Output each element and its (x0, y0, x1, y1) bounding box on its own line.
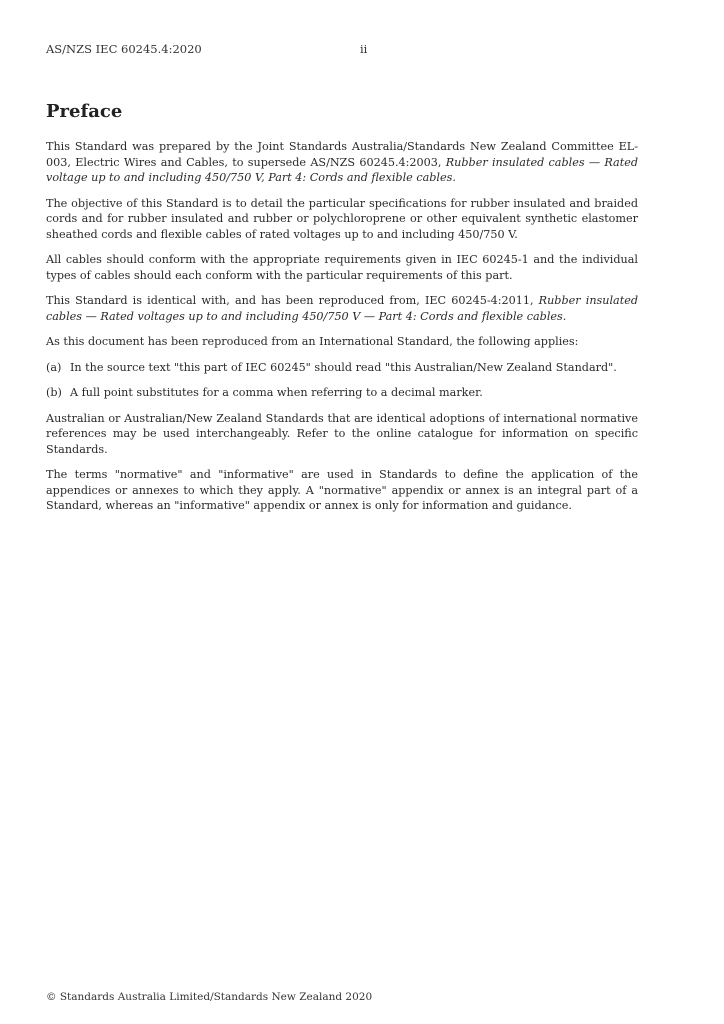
paragraph-applies: As this document has been reproduced from an International Standard, the following applies: (46, 335, 579, 348)
list-item-text: A full point substitutes for a comma when referring to a decimal marker. (70, 386, 483, 399)
preface-body (46, 139, 638, 524)
list-item-label: (a) (46, 360, 62, 374)
paragraph-committee: This Standard was prepared by the Joint Standards Australia/Standards New Zealand Committee EL-003, Electric Wires and Cables, to supersede AS/NZS 60245.4:2003, Rubber insulated cables — Rated voltage up to and including 450/750 V, Part 4: Cords and flexible cables. (46, 140, 638, 184)
copyright-footer: © Standards Australia Limited/Standards New Zealand 2020 (46, 991, 373, 1003)
paragraph-conformance: All cables should conform with the appropriate requirements given in IEC 60245-1 and the individual types of cables should each conform with the particular requirements of this part. (46, 253, 638, 282)
source-standard-title: Rubber insulated cables — Rated voltages up to and including 450/750 V — Part 4: Cords and flexible cables. (46, 294, 638, 323)
list-item-label: (b) (46, 386, 62, 399)
page-header (46, 42, 678, 58)
paragraph-terms: The terms "normative" and "informative" are used in Standards to define the application of the appendices or annexes to which they apply. A "normative" appendix or annex is an integral part of a Standard, whereas an "informative" appendix or annex is only for information and guidance. (46, 468, 638, 512)
paragraph-identical: This Standard is identical with, and has been reproduced from, IEC 60245-4:2011, Rubber insulated cables — Rated voltages up to and including 450/750 V — Part 4: Cords and flexible cables. (46, 294, 638, 323)
paragraph-objective: The objective of this Standard is to detail the particular specifications for rubber insulated and braided cords and for rubber insulated and rubber or polychloroprene or other equivalent synthetic elastomer sheathed cords and flexible cables of rated voltages up to and including 450/750 V. (46, 196, 638, 241)
list-item-text: In the source text "this part of IEC 60245" should read "this Australian/New Zealand Standard". (70, 360, 617, 374)
list-item (46, 385, 638, 401)
list-item (46, 360, 638, 376)
standard-id: AS/NZS IEC 60245.4:2020 (46, 42, 202, 56)
page-number: ii (360, 42, 368, 56)
section-title: Preface (46, 101, 123, 122)
paragraph-normative-references: Australian or Australian/New Zealand Standards that are identical adoptions of international normative references may be used interchangeably. Refer to the online catalogue for information on specific Standards. (46, 411, 638, 456)
superseded-standard-title: Rubber insulated cables — Rated voltage up to and including 450/750 V, Part 4: Cords and flexible cables. (46, 155, 638, 184)
